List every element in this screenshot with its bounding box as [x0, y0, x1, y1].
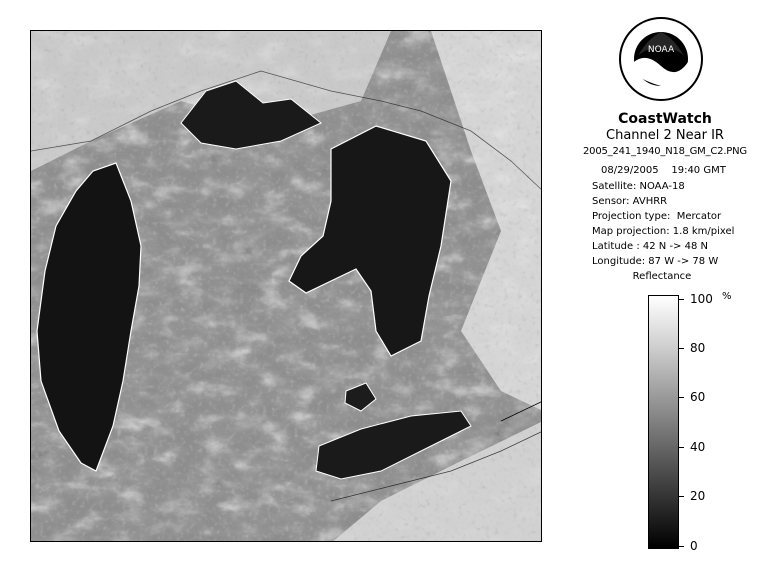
colorbar-tick [679, 299, 684, 300]
channel-label: Channel 2 Near IR [606, 128, 724, 143]
sensor-label: Sensor: AVHRR [592, 196, 668, 207]
colorbar-tick-label: 60 [690, 390, 706, 404]
colorbar-tick [679, 348, 684, 349]
colorbar-unit: % [722, 291, 732, 302]
reflectance-colorbar [648, 295, 679, 549]
colorbar-tick-label: 40 [690, 440, 706, 454]
colorbar-tick [679, 397, 684, 398]
colorbar-tick-label: 20 [690, 489, 706, 503]
satellite-label: Satellite: NOAA-18 [592, 181, 685, 192]
logo-text: NOAA [647, 45, 675, 55]
projection-type-label: Projection type: Mercator [592, 211, 722, 222]
colorbar-tick [679, 447, 684, 448]
satellite-image-panel [30, 30, 542, 542]
satellite-image [31, 31, 542, 542]
colorbar-tick-label: 80 [690, 341, 706, 355]
map-projection-label: Map projection: 1.8 km/pixel [592, 226, 735, 237]
noaa-logo [618, 16, 704, 102]
filename-label: 2005_241_1940_N18_GM_C2.PNG [583, 146, 747, 157]
colorbar-tick [679, 546, 684, 547]
brand-title: CoastWatch [618, 111, 712, 127]
latitude-label: Latitude : 42 N -> 48 N [592, 241, 708, 252]
colorbar-tick-label: 0 [690, 539, 698, 553]
colorbar-tick-label: 100 [690, 292, 713, 306]
datetime-label: 08/29/2005 19:40 GMT [601, 165, 726, 176]
colorbar-title: Reflectance [632, 271, 692, 282]
colorbar-tick [679, 496, 684, 497]
noaa-logo-icon [618, 16, 704, 102]
longitude-label: Longitude: 87 W -> 78 W [592, 256, 719, 267]
